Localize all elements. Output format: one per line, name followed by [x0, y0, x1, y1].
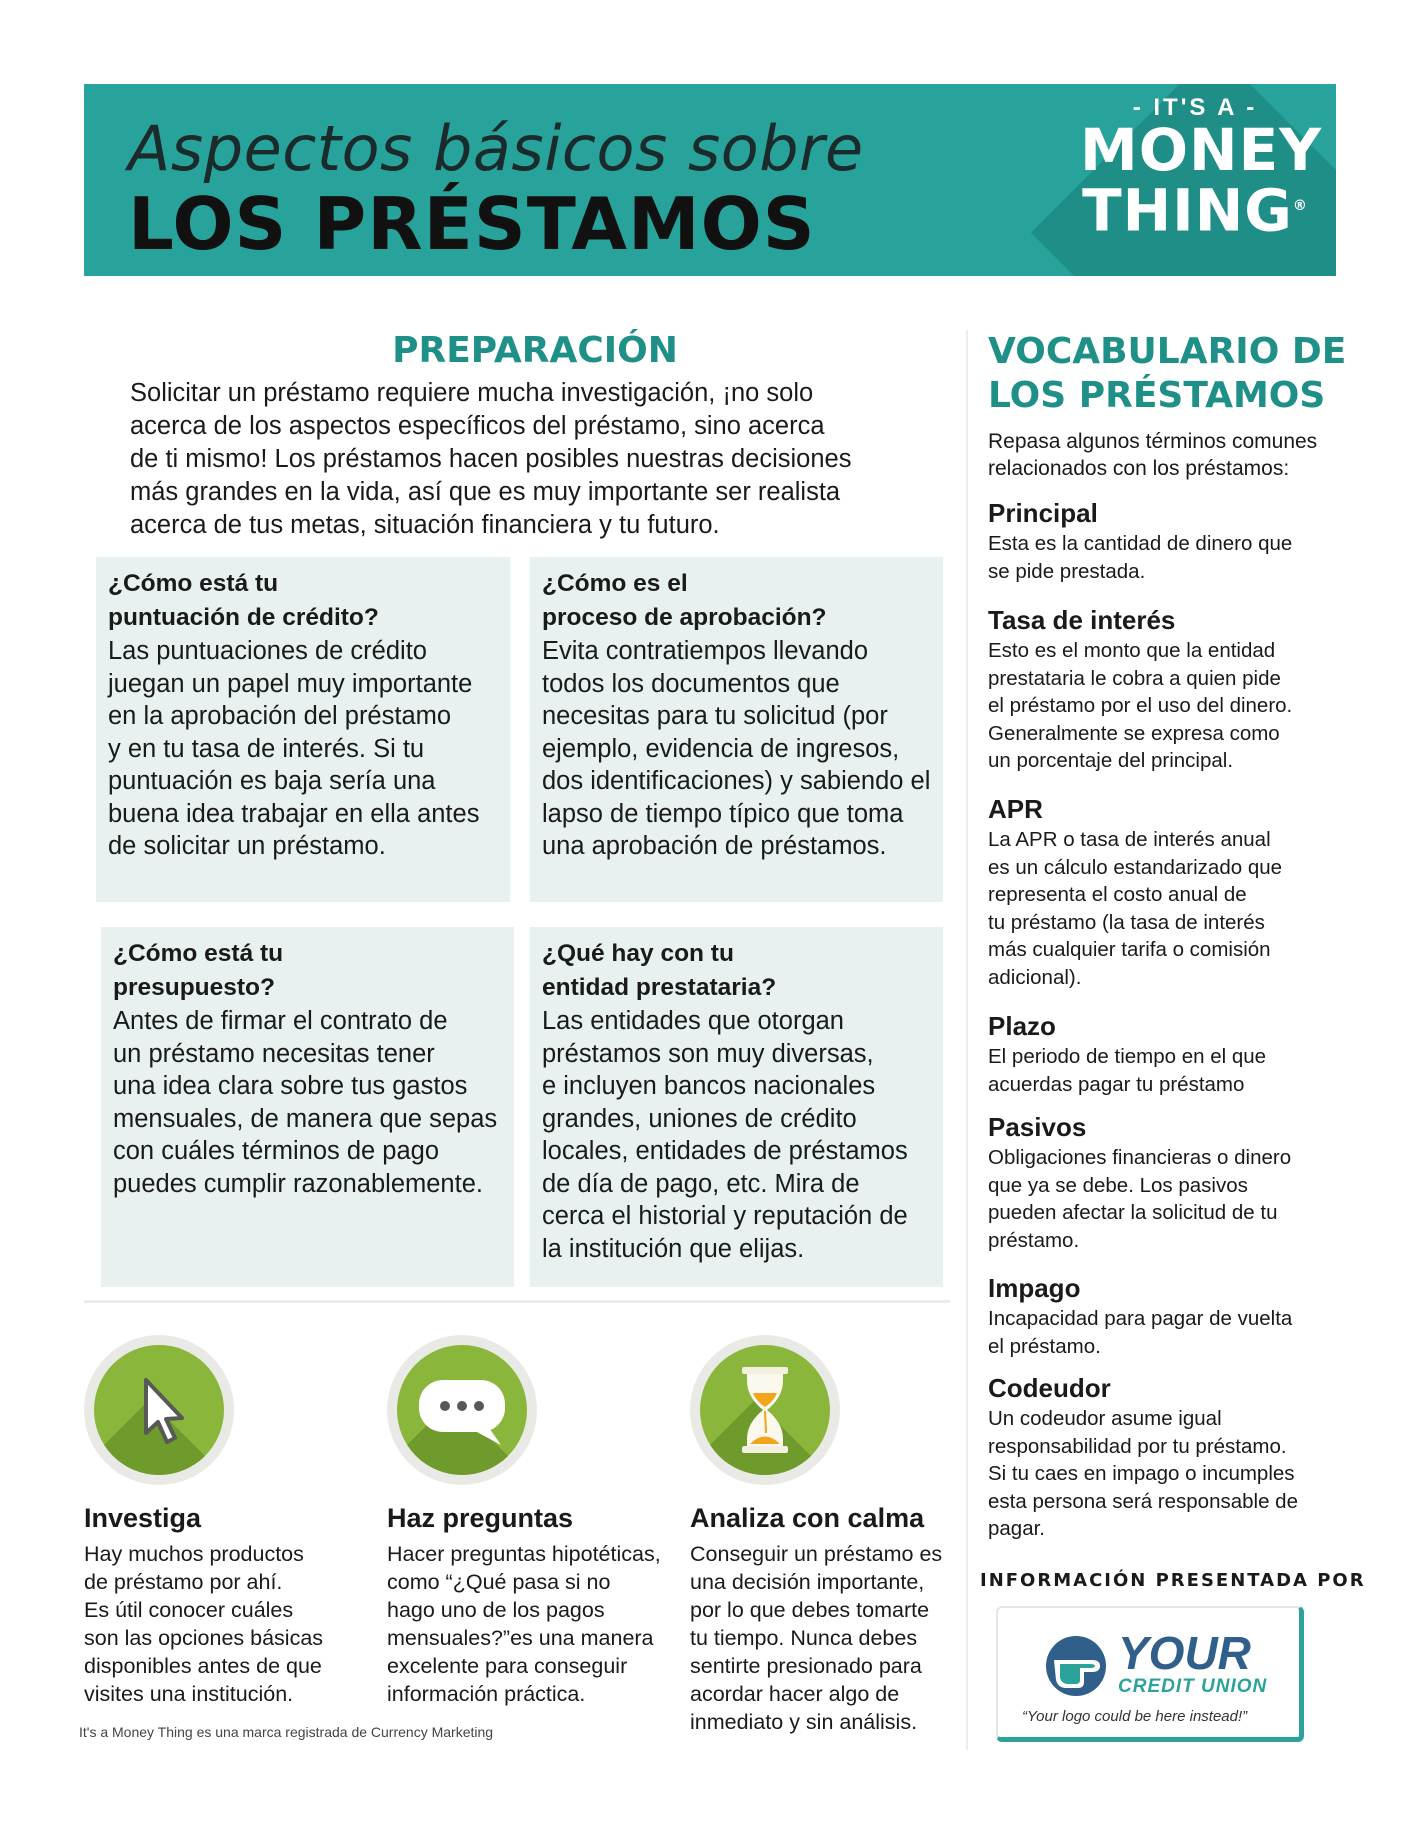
def-line: adicional).: [988, 965, 1082, 989]
def-line: responsabilidad por tu préstamo.: [988, 1434, 1287, 1458]
def-line: La APR o tasa de interés anual: [988, 828, 1271, 851]
def-line: se pide prestada.: [988, 559, 1146, 583]
def-line: Obligaciones financieras o dinero: [988, 1146, 1292, 1169]
box-line: necesitas para tu solicitud (por: [542, 702, 888, 730]
def-line: pagar.: [988, 1517, 1045, 1541]
trademark-footnote: It's a Money Thing es una marca registrada de Currency Marketing: [79, 1724, 494, 1740]
term-definition: [988, 1144, 1338, 1254]
box-title: [108, 567, 498, 635]
box-line: lapso de tiempo típico que toma: [542, 799, 904, 828]
def-line: acuerdas pagar tu préstamo: [988, 1072, 1245, 1096]
tip-line: Hay muchos productos: [84, 1542, 304, 1566]
box-title-line: entidad prestataria?: [542, 974, 777, 1001]
tip-line: Hacer preguntas hipotéticas,: [387, 1542, 661, 1566]
box-line: préstamos son muy diversas,: [542, 1039, 874, 1068]
def-line: el préstamo por el uso del dinero.: [988, 694, 1293, 718]
brand-registered: ®: [1292, 198, 1308, 214]
speech-bubble-icon: [397, 1345, 527, 1475]
tip-line: por lo que debes tomarte: [690, 1598, 930, 1622]
presented-by-label: INFORMACIÓN PRESENTADA POR: [980, 1570, 1366, 1591]
box-title-line: presupuesto?: [113, 974, 275, 1001]
tip-line: información práctica.: [387, 1682, 586, 1706]
term-definition: [988, 1043, 1338, 1098]
def-line: pueden afectar la solicitud de tu: [988, 1201, 1278, 1225]
box-title-line: ¿Cómo está tu: [113, 940, 284, 967]
tip-icon-bg: [700, 1345, 830, 1475]
tip-line: son las opciones básicas: [84, 1626, 324, 1650]
box-body: [542, 1005, 931, 1265]
def-line: prestataria le cobra a quien pide: [988, 666, 1281, 690]
tip-icon-bg: [397, 1345, 527, 1475]
box-line: Las entidades que otorgan: [542, 1007, 844, 1035]
credit-score-box: [96, 557, 510, 902]
term-tasa-de-interes: [988, 603, 1338, 775]
tip-line: hago uno de los pagos: [387, 1598, 605, 1622]
box-line: todos los documentos que: [542, 669, 840, 698]
term-impago: [988, 1271, 1338, 1360]
def-line: el préstamo.: [988, 1334, 1101, 1358]
box-title: [113, 937, 502, 1005]
intro-line: de ti mismo! Los préstamos hacen posibles nuestras decisiones: [130, 445, 852, 473]
tip-line: tu tiempo. Nunca debes: [690, 1626, 918, 1650]
intro-line: más grandes en la vida, así que es muy importante ser realista: [130, 478, 841, 506]
def-line: préstamo.: [988, 1228, 1080, 1252]
term-name: Tasa de interés: [988, 605, 1176, 635]
box-line: mensuales, de manera que sepas: [113, 1104, 498, 1133]
def-line: Incapacidad para pagar de vuelta: [988, 1307, 1293, 1330]
brand-logo: [1080, 94, 1323, 245]
approval-process-box: [530, 557, 943, 902]
box-body: [108, 635, 498, 863]
def-line: Si tu caes en impago o incumples: [988, 1462, 1295, 1486]
def-line: Generalmente se expresa como: [988, 721, 1280, 745]
box-body: [542, 635, 931, 863]
vocabulary-heading-line: VOCABULARIO DE: [988, 331, 1347, 372]
brand-thing: [1080, 176, 1310, 245]
box-line: y en tu tasa de interés. Si tu: [108, 734, 425, 763]
term-codeudor: [988, 1371, 1338, 1543]
tip-icon-questions: [387, 1335, 537, 1485]
tip-calm: [690, 1503, 960, 1736]
def-line: tu préstamo (la tasa de interés: [988, 910, 1265, 934]
box-title-line: ¿Qué hay con tu: [542, 940, 734, 967]
budget-box: [101, 927, 514, 1287]
box-line: juegan un papel muy importante: [108, 669, 473, 698]
box-line: una idea clara sobre tus gastos: [113, 1072, 468, 1100]
tip-body: [84, 1540, 374, 1708]
box-line: cerca el historial y reputación de: [542, 1202, 908, 1230]
def-line: Un codeudor asume igual: [988, 1407, 1222, 1430]
box-body: [113, 1005, 502, 1200]
vocabulary-heading: [988, 330, 1346, 418]
box-title-line: proceso de aprobación?: [542, 604, 827, 631]
box-line: puntuación es baja sería una: [108, 767, 436, 795]
box-title: [542, 937, 931, 1005]
term-definition: [988, 1305, 1338, 1360]
box-line: buena idea trabajar en ella antes: [108, 799, 480, 828]
column-divider: [966, 330, 968, 1750]
term-name: Codeudor: [988, 1373, 1111, 1403]
tip-research: [84, 1503, 374, 1708]
term-name: Pasivos: [988, 1112, 1087, 1142]
box-line: ejemplo, evidencia de ingresos,: [542, 734, 900, 763]
tip-line: excelente para conseguir: [387, 1654, 628, 1678]
tip-line: inmediato y sin análisis.: [690, 1710, 918, 1734]
box-line: Evita contratiempos llevando: [542, 637, 869, 665]
def-line: que ya se debe. Los pasivos: [988, 1173, 1248, 1197]
tip-line: una decisión importante,: [690, 1570, 925, 1594]
brand-thing-text: THING: [1082, 176, 1293, 245]
def-line: El periodo de tiempo en el que: [988, 1045, 1267, 1068]
credit-union-logo-card: [996, 1606, 1304, 1742]
box-line: un préstamo necesitas tener: [113, 1039, 435, 1068]
vocabulary-intro: [988, 428, 1338, 482]
tip-title: Haz preguntas: [387, 1503, 574, 1533]
section-divider: [84, 1300, 950, 1303]
box-line: Antes de firmar el contrato de: [113, 1007, 448, 1035]
term-principal: [988, 496, 1338, 585]
tip-icon-research: [84, 1335, 234, 1485]
tip-icon-calm: [690, 1335, 840, 1485]
preparation-intro: [130, 377, 910, 542]
title-line2: LOS PRÉSTAMOS: [128, 182, 816, 266]
term-pasivos: [988, 1110, 1338, 1254]
pointing-hand-icon: [1040, 1626, 1120, 1706]
brand-top: - IT'S A -: [1132, 94, 1258, 121]
header-banner: [84, 84, 1336, 276]
box-line: puedes cumplir razonablemente.: [113, 1169, 483, 1198]
intro-line: Solicitar un préstamo requiere mucha investigación, ¡no solo: [130, 379, 814, 407]
term-definition: [988, 637, 1338, 775]
tip-icon-bg: [94, 1345, 224, 1475]
tip-line: sentirte presionado para: [690, 1654, 922, 1678]
cursor-icon: [94, 1345, 224, 1475]
box-line: de día de pago, etc. Mira de: [542, 1169, 860, 1198]
box-line: una aprobación de préstamos.: [542, 832, 887, 860]
intro-line: acerca de los aspectos específicos del préstamo, sino acerca: [130, 412, 825, 440]
tip-line: como “¿Qué pasa si no: [387, 1570, 611, 1594]
box-line: Las puntuaciones de crédito: [108, 637, 427, 665]
def-line: representa el costo anual de: [988, 883, 1247, 907]
vocab-intro-line: relacionados con los préstamos:: [988, 457, 1290, 480]
tip-line: visites una institución.: [84, 1682, 294, 1706]
box-title-line: ¿Cómo está tu: [108, 570, 279, 597]
box-line: locales, entidades de préstamos: [542, 1137, 908, 1165]
tip-line: Conseguir un préstamo es: [690, 1542, 943, 1566]
vocabulary-heading-line: LOS PRÉSTAMOS: [988, 375, 1326, 416]
preparation-heading: PREPARACIÓN: [392, 330, 678, 371]
intro-line: acerca de tus metas, situación financiera y tu futuro.: [130, 511, 720, 539]
box-line: en la aprobación del préstamo: [108, 702, 452, 730]
box-line: grandes, uniones de crédito: [542, 1104, 857, 1133]
tip-line: disponibles antes de que: [84, 1654, 322, 1678]
cu-logo-credit-union: CREDIT UNION: [1118, 1676, 1268, 1697]
term-apr: [988, 792, 1338, 992]
def-line: Esto es el monto que la entidad: [988, 639, 1276, 662]
hourglass-icon: [700, 1345, 830, 1475]
box-title-line: puntuación de crédito?: [108, 604, 379, 631]
term-definition: [988, 826, 1338, 992]
tip-line: acordar hacer algo de: [690, 1682, 900, 1706]
cu-logo-your: YOUR: [1118, 1627, 1251, 1679]
def-line: un porcentaje del principal.: [988, 749, 1234, 773]
lender-box: [530, 927, 943, 1287]
box-line: la institución que elijas.: [542, 1234, 805, 1263]
tip-body: [690, 1540, 960, 1736]
tip-title: Investiga: [84, 1503, 202, 1533]
box-line: de solicitar un préstamo.: [108, 832, 386, 860]
cu-logo-tagline: “Your logo could be here instead!”: [1022, 1708, 1248, 1725]
term-definition: [988, 1405, 1338, 1543]
term-name: Plazo: [988, 1011, 1056, 1041]
tip-line: Es útil conocer cuáles: [84, 1598, 294, 1622]
box-line: con cuáles términos de pago: [113, 1137, 440, 1165]
term-plazo: [988, 1009, 1338, 1098]
tip-line: mensuales?”es una manera: [387, 1626, 654, 1650]
box-line: e incluyen bancos nacionales: [542, 1072, 876, 1100]
box-title-line: ¿Cómo es el: [542, 570, 688, 597]
title-line1: Aspectos básicos sobre: [128, 112, 864, 185]
def-line: más cualquier tarifa o comisión: [988, 938, 1271, 962]
tip-line: de préstamo por ahí.: [84, 1570, 283, 1594]
term-name: APR: [988, 794, 1043, 824]
box-title: [542, 567, 931, 635]
term-definition: [988, 530, 1338, 585]
box-line: dos identificaciones) y sabiendo el: [542, 767, 931, 795]
tip-title: Analiza con calma: [690, 1503, 925, 1533]
tip-body: [387, 1540, 677, 1708]
vocab-intro-line: Repasa algunos términos comunes: [988, 430, 1318, 453]
def-line: Esta es la cantidad de dinero que: [988, 532, 1293, 555]
def-line: es un cálculo estandarizado que: [988, 855, 1283, 879]
def-line: esta persona será responsable de: [988, 1489, 1298, 1513]
term-name: Impago: [988, 1273, 1081, 1303]
brand-money: MONEY: [1080, 116, 1323, 184]
tip-questions: [387, 1503, 677, 1708]
term-name: Principal: [988, 498, 1098, 528]
